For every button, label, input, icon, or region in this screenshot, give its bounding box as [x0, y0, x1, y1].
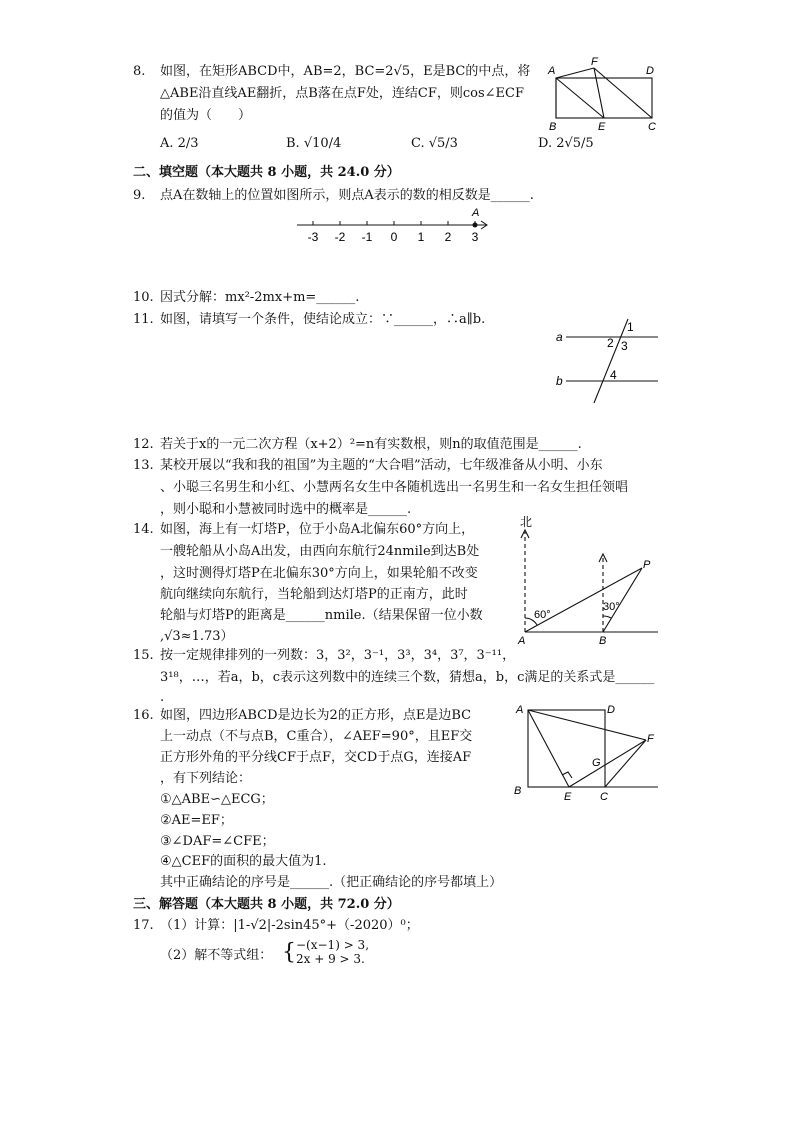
q10-text: 因式分解：mx²-2mx+m=______. [160, 290, 360, 305]
q8-option-d: D. 2√5/5 [538, 136, 594, 151]
q8-label-c: C [648, 121, 656, 133]
q8-option-a: A. 2/3 [160, 136, 199, 151]
q14-line5: 轮船与灯塔P的距离是______nmile.（结果保留一位小数 [160, 608, 483, 623]
q16-square-figure [510, 700, 660, 804]
tick-label: 1 [417, 230, 425, 244]
section-3-heading: 三、解答题（本大题共 8 小题，共 72.0 分） [133, 897, 400, 912]
q8-number: 8. [133, 64, 146, 79]
q17-inequality-1: −(x−1) > 3, [296, 938, 370, 952]
q17-inequality-2: 2x + 9 > 3. [296, 952, 365, 966]
q8-option-c: C. √5/3 [411, 136, 458, 151]
q17-part1: （1）计算：|1-√2|-2sin45°+（-2020）⁰； [160, 918, 419, 933]
system-brace: { [282, 940, 296, 965]
q15-line2: 3¹⁸，…，若a，b，c表示这列数中的连续三个数，猜想a，b，c满足的关系式是______ [160, 670, 655, 685]
q16-conclusion-1: ①△ABE∽△ECG； [160, 792, 274, 807]
q11-parallel-lines-figure [552, 315, 662, 407]
q15-line3: . [160, 690, 165, 705]
q16-line5: 其中正确结论的序号是______.（把正确结论的序号都填上） [160, 875, 503, 890]
q9-number: 9. [133, 188, 146, 203]
line-b-label: b [556, 374, 563, 388]
q16-conclusion-3: ③∠DAF=∠CFE； [160, 834, 275, 849]
point-a-dot [473, 223, 478, 228]
q8-label-f: F [591, 56, 598, 68]
angle-3-label: 3 [621, 339, 628, 353]
q14-line6: ,√3≈1.73） [160, 629, 234, 644]
q8-label-b: B [549, 121, 557, 133]
tick-label: 2 [444, 230, 452, 244]
angle-1-label: 1 [627, 320, 634, 334]
q8-label-a: A [548, 65, 556, 77]
q13-line3: ，则小聪和小慧被同时选中的概率是______. [160, 502, 412, 517]
tick-label: -1 [361, 230, 373, 244]
angle-30-label: 30° [603, 601, 620, 613]
tick-label: 3 [471, 230, 479, 244]
q8-rectangle-figure [540, 56, 665, 136]
point-a-label: A [472, 207, 480, 219]
angle-60-label: 60° [534, 609, 551, 621]
q8-label-e: E [598, 121, 606, 133]
q14-number: 14. [133, 522, 154, 537]
label-c: C [600, 791, 608, 803]
q14-line4: 航向继续向东航行，当轮船到达灯塔P的正南方，此时 [160, 587, 468, 602]
q9-number-line [295, 205, 495, 245]
q13-number: 13. [133, 458, 154, 473]
tick-label: -2 [334, 230, 346, 244]
point-a-label: A [518, 635, 526, 646]
q16-conclusion-4: ④△CEF的面积的最大值为1. [160, 854, 327, 869]
q16-line3: 正方形外角的平分线CF于点F，交CD于点G，连接AF [160, 750, 472, 765]
point-b-label: B [599, 635, 607, 646]
line-a-label: a [556, 330, 563, 344]
q15-line1: 按一定规律排列的一列数：3，3²，3⁻¹，3³，3⁴，3⁷，3⁻¹¹， [160, 648, 516, 663]
q10-number: 10. [133, 290, 154, 305]
q16-conclusion-2: ②AE=EF； [160, 813, 233, 828]
q8-line3: 的值为（ ） [160, 108, 252, 123]
label-g: G [592, 757, 601, 769]
q12-number: 12. [133, 437, 154, 452]
label-d: D [607, 704, 615, 716]
section-2-heading: 二、填空题（本大题共 8 小题，共 24.0 分） [133, 165, 400, 180]
label-a: A [516, 704, 524, 716]
q11-number: 11. [133, 312, 154, 327]
q16-line4: ，有下列结论： [160, 771, 252, 786]
tick-label: 0 [390, 230, 398, 244]
q9-text: 点A在数轴上的位置如图所示，则点A表示的数的相反数是______. [160, 188, 534, 203]
q13-line1: 某校开展以“我和我的祖国”为主题的“大合唱”活动，七年级准备从小明、小东 [160, 458, 603, 473]
q11-text: 如图，请填写一个条件，使结论成立：∵______，∴a∥b. [160, 312, 486, 327]
q15-number: 15. [133, 648, 154, 663]
q16-number: 16. [133, 708, 154, 723]
point-p-label: P [643, 559, 651, 571]
q16-line2: 上一动点（不与点B，C重合），∠AEF=90°，且EF交 [160, 729, 473, 744]
label-e: E [564, 791, 572, 803]
q14-lighthouse-figure [512, 512, 662, 646]
q8-label-d: D [646, 65, 654, 77]
label-f: F [647, 733, 654, 745]
q13-line2: 、小聪三名男生和小红、小慧两名女生中各随机选出一名男生和一名女生担任领唱 [160, 480, 629, 495]
q14-line1: 如图，海上有一灯塔P，位于小岛A北偏东60°方向上， [160, 522, 475, 537]
q8-line2: △ABE沿直线AE翻折，点B落在点F处，连结CF，则cos∠ECF [160, 86, 524, 101]
q17-part2: （2）解不等式组： [160, 948, 273, 963]
tick-label: -3 [307, 230, 319, 244]
q16-line1: 如图，四边形ABCD是边长为2的正方形，点E是边BC [160, 708, 472, 723]
q17-number: 17. [133, 918, 154, 933]
label-b: B [514, 785, 522, 797]
q8-line1: 如图，在矩形ABCD中，AB=2，BC=2√5，E是BC的中点，将 [160, 64, 531, 79]
q12-text: 若关于x的一元二次方程（x+2）²=n有实数根，则n的取值范围是______. [160, 437, 582, 452]
q8-option-b: B. √10/4 [286, 136, 342, 151]
north-label: 北 [520, 515, 533, 529]
q14-line2: 一艘轮船从小岛A出发，由西向东航行24nmile到达B处 [160, 544, 480, 559]
angle-4-label: 4 [610, 368, 617, 382]
angle-2-label: 2 [607, 336, 614, 350]
q14-line3: ，这时测得灯塔P在北偏东30°方向上，如果轮船不改变 [160, 566, 478, 581]
